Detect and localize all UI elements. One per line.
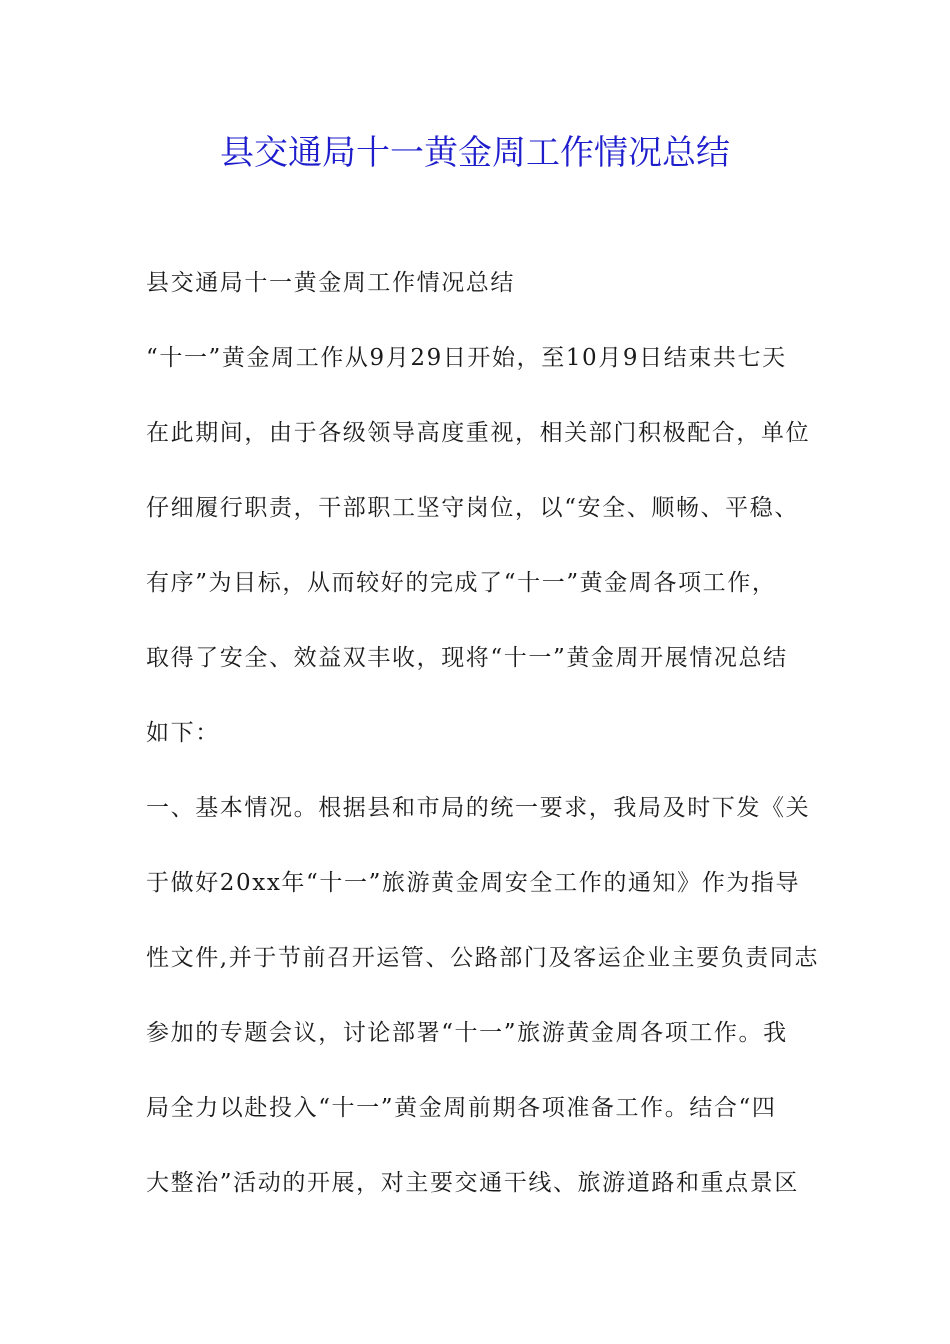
body-line: 仔细履行职责，干部职工坚守岗位，以“安全、顺畅、平稳、 xyxy=(146,495,799,521)
body-line: 取得了安全、效益双丰收，现将“十一”黄金周开展情况总结 xyxy=(146,645,788,671)
body-line: 在此期间，由于各级领导高度重视，相关部门积极配合，单位 xyxy=(146,420,811,446)
body-line: 大整治”活动的开展，对主要交通干线、旅游道路和重点景区 xyxy=(146,1170,799,1196)
body-line: 于做好20xx年“十一”旅游黄金周安全工作的通知》作为指导 xyxy=(146,870,801,896)
body-line: 一、基本情况。根据县和市局的统一要求，我局及时下发《关 xyxy=(146,795,811,821)
body-line: 局全力以赴投入“十一”黄金周前期各项准备工作。结合“四 xyxy=(146,1095,777,1121)
document-title: 县交通局十一黄金周工作情况总结 xyxy=(220,133,730,173)
body-line: “十一”黄金周工作从9月29日开始，至10月9日结束共七天 xyxy=(146,345,787,371)
body-line: 有序”为目标，从而较好的完成了“十一”黄金周各项工作， xyxy=(146,570,777,596)
body-line: 县交通局十一黄金周工作情况总结 xyxy=(146,270,515,296)
body-line: 如下： xyxy=(146,720,220,746)
body-line: 性文件,并于节前召开运管、公路部门及客运企业主要负责同志 xyxy=(146,945,820,971)
body-line: 参加的专题会议，讨论部署“十一”旅游黄金周各项工作。我 xyxy=(146,1020,788,1046)
